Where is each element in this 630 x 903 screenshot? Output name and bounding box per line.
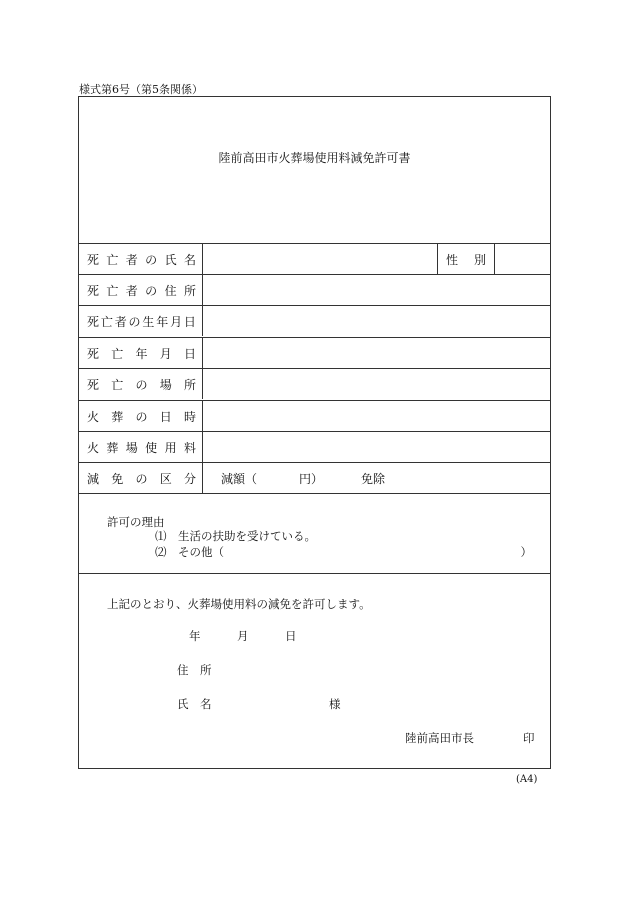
label-reduction-category: 減 免 の 区 分 (79, 463, 203, 493)
date-year-label: 年 (189, 629, 201, 643)
field-deceased-birthdate[interactable] (203, 306, 550, 336)
label-place-of-death: 死 亡 の 場 所 (79, 369, 203, 399)
label-sex: 性 別 (437, 244, 495, 274)
reduction-amount-label: 減額（ (221, 471, 258, 486)
exemption-label: 免除 (361, 471, 386, 486)
row-deceased-birthdate (79, 305, 550, 336)
address-label: 住 所 (177, 663, 212, 677)
label-crematorium-fee: 火 葬 場 使 用 料 (79, 432, 203, 462)
date-month-label: 月 (237, 629, 249, 643)
honorific-label: 様 (329, 697, 341, 711)
approval-statement: 上記のとおり、火葬場使用料の減免を許可します。 (107, 597, 371, 611)
row-crematorium-fee (79, 431, 550, 462)
field-cremation-datetime[interactable] (203, 401, 550, 431)
field-reduction-category (203, 463, 550, 493)
form-number: 様式第6号（第5条関係） (79, 83, 203, 96)
permit-form (78, 96, 551, 769)
reason-section (79, 493, 550, 573)
reason-other-close: ） (520, 545, 532, 559)
label-deceased-birthdate: 死 亡 者 の 生 年 月 日 (79, 306, 203, 336)
document-title: 陸前高田市火葬場使用料減免許可書 (218, 151, 411, 165)
label-cremation-datetime: 火 葬 の 日 時 (79, 401, 203, 431)
field-deceased-address[interactable] (203, 275, 550, 305)
reason-item-other: ⑵ その他（ (155, 545, 224, 559)
row-deceased-address (79, 274, 550, 305)
field-crematorium-fee[interactable] (203, 432, 550, 462)
name-label: 氏 名 (177, 697, 212, 711)
field-date-of-death[interactable] (203, 338, 550, 368)
reason-heading: 許可の理由 (107, 515, 165, 529)
seal-label: 印 (523, 731, 535, 745)
row-deceased-name (79, 243, 550, 274)
label-deceased-address: 死 亡 者 の 住 所 (79, 275, 203, 305)
approval-section (79, 573, 550, 768)
field-deceased-name[interactable] (203, 244, 550, 274)
row-cremation-datetime (79, 400, 550, 431)
row-reduction-category (79, 462, 550, 493)
field-place-of-death[interactable] (203, 369, 550, 399)
yen-label: 円） (299, 471, 324, 486)
paper-size: (A4) (516, 774, 538, 785)
row-date-of-death (79, 337, 550, 368)
row-place-of-death (79, 368, 550, 399)
reason-item-public-assistance: ⑴ 生活の扶助を受けている。 (155, 529, 316, 543)
label-deceased-name: 死 亡 者 の 氏 名 (79, 244, 203, 274)
date-day-label: 日 (285, 629, 297, 643)
label-date-of-death: 死 亡 年 月 日 (79, 338, 203, 368)
mayor-label: 陸前高田市長 (405, 731, 474, 745)
